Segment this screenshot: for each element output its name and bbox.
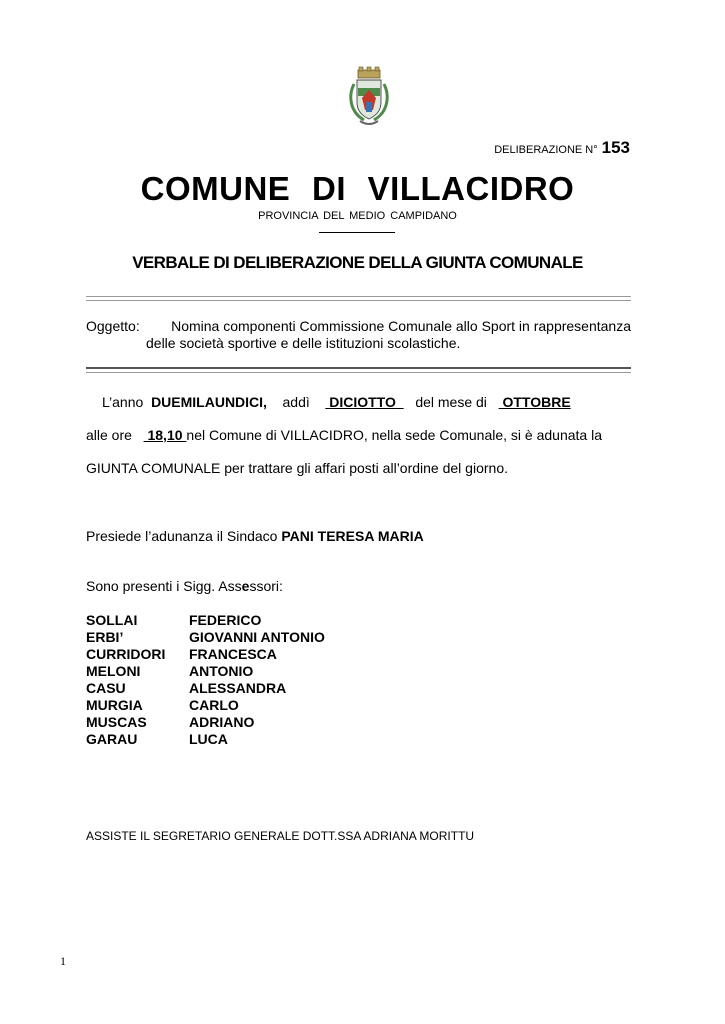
oggetto-block bbox=[86, 318, 631, 352]
presiede-prefix: Presiede l’adunanza il Sindaco bbox=[86, 528, 278, 544]
provincia-subtitle: PROVINCIA DEL MEDIO CAMPIDANO bbox=[258, 210, 457, 222]
municipal-crest-icon bbox=[348, 66, 390, 128]
short-divider bbox=[319, 232, 395, 233]
bottom-double-divider bbox=[86, 367, 631, 373]
assiste-line: ASSISTE IL SEGRETARIO GENERALE DOTT.SSA ADRIANA MORITTU bbox=[86, 829, 475, 843]
giunta-line: GIUNTA COMUNALE per trattare gli affari posti all’ordine del giorno. bbox=[86, 460, 508, 476]
addi-text: addì bbox=[282, 394, 310, 410]
list-item: GARAU LUCA bbox=[86, 731, 228, 747]
assessori-list bbox=[86, 612, 325, 748]
anno-line bbox=[86, 394, 631, 410]
oggetto-line2: delle società sportive e delle istituzioni scolastiche. bbox=[146, 335, 461, 351]
anno-value: DUEMILAUNDICI, bbox=[151, 394, 267, 410]
deliberazione-number-line bbox=[440, 138, 630, 158]
ore-prefix: alle ore bbox=[86, 427, 132, 443]
list-item: MUSCAS ADRIANO bbox=[86, 714, 255, 730]
oggetto-line1: Nomina componenti Commissione Comunale allo Sport in rappresentanza bbox=[171, 318, 631, 334]
mese-prefix: del mese di bbox=[415, 394, 487, 410]
list-item: CURRIDORI FRANCESCA bbox=[86, 646, 277, 662]
top-double-divider bbox=[86, 296, 631, 301]
anno-prefix: L’anno bbox=[102, 394, 144, 410]
ore-value: 18,10 bbox=[147, 427, 183, 443]
list-item: SOLLAI FEDERICO bbox=[86, 612, 262, 628]
page-number: 1 bbox=[60, 954, 66, 968]
giorno-value: DICIOTTO bbox=[329, 394, 396, 410]
ore-suffix: nel Comune di VILLACIDRO, nella sede Comunale, si è adunata la bbox=[186, 427, 602, 443]
list-item: ERBI’ GIOVANNI ANTONIO bbox=[86, 629, 325, 645]
comune-title: COMUNE DI VILLACIDRO bbox=[140, 170, 575, 207]
oggetto-label: Oggetto: bbox=[86, 318, 140, 334]
deliberazione-number: 153 bbox=[601, 138, 630, 157]
sindaco-name: PANI TERESA MARIA bbox=[281, 528, 424, 544]
ore-line bbox=[86, 427, 631, 443]
presiede-line bbox=[86, 528, 424, 544]
list-item: MURGIA CARLO bbox=[86, 697, 239, 713]
mese-value: OTTOBRE bbox=[502, 394, 571, 410]
verbale-heading: VERBALE DI DELIBERAZIONE DELLA GIUNTA COMUNALE bbox=[132, 253, 583, 272]
list-item: CASU ALESSANDRA bbox=[86, 680, 287, 696]
list-item: MELONI ANTONIO bbox=[86, 663, 254, 679]
presenti-line: Sono presenti i Sigg. Assessori: bbox=[86, 578, 283, 594]
deliberazione-label: DELIBERAZIONE N° bbox=[494, 144, 598, 156]
